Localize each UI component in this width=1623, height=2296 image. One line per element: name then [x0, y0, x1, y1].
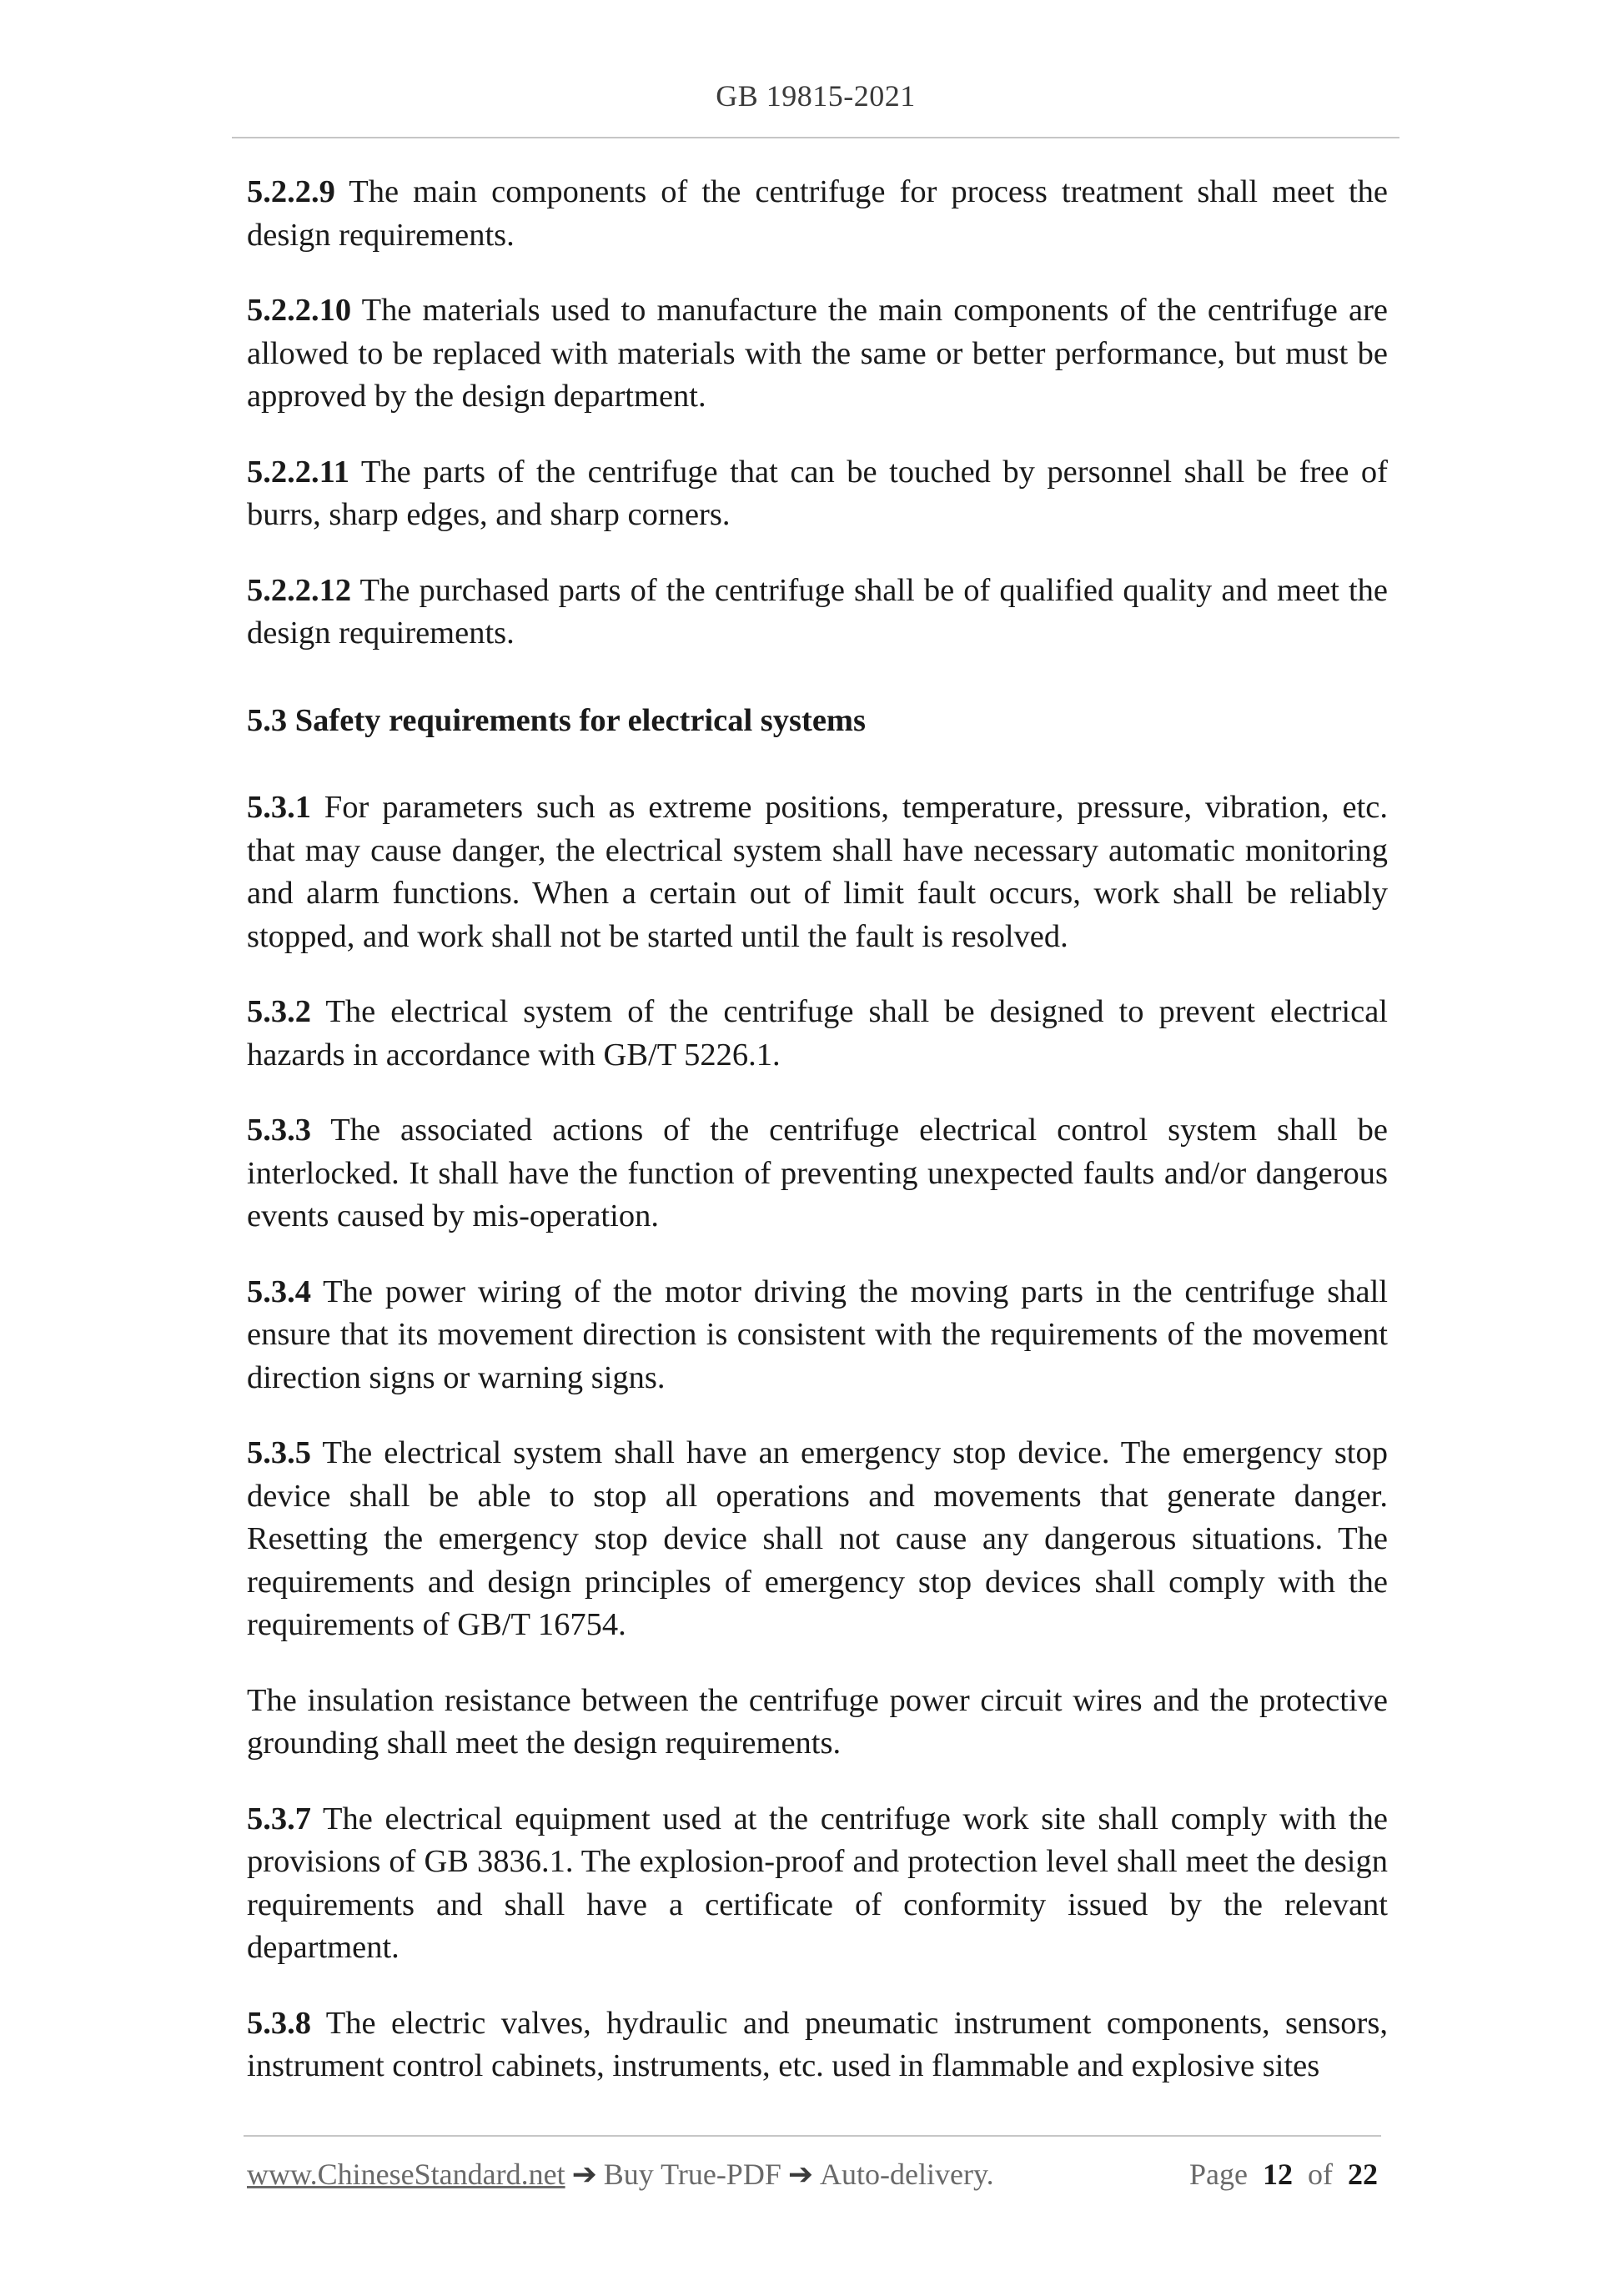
clause-text: The main components of the centrifuge for process treatment shall meet the design requirements. [247, 174, 1388, 253]
clause-text: The electric valves, hydraulic and pneumatic instrument components, sensors, instrument control cabinets, instruments, etc. used in flammable and explosive sites [247, 2005, 1388, 2083]
footer-promo [247, 2157, 994, 2192]
clause-number: 5.3.2 [247, 994, 311, 1029]
clause-5-3-8 [247, 2002, 1388, 2088]
total-pages: 22 [1348, 2158, 1378, 2191]
clause-5-3-1 [247, 786, 1388, 958]
clause-5-2-2-12 [247, 570, 1388, 656]
clause-5-3-5 [247, 1432, 1388, 1647]
of-label: of [1308, 2158, 1333, 2191]
clause-text: The purchased parts of the centrifuge shall be of qualified quality and meet the design requirements. [247, 572, 1388, 651]
section-heading: 5.3 Safety requirements for electrical systems [247, 702, 866, 738]
clause-number: 5.3.3 [247, 1113, 311, 1148]
clause-number: 5.2.2.11 [247, 454, 350, 490]
clause-5-2-2-10 [247, 289, 1388, 419]
clause-number: 5.2.2.10 [247, 293, 352, 328]
clause-text: For parameters such as extreme positions, temperature, pressure, vibration, etc. that may cause danger, the electrical system shall have necessary automatic monitoring and alarm functions. When a certain out of limit fault occurs, work shall be reliably stopped, and work shall not be started until the fault is resolved. [247, 790, 1389, 954]
header-divider [232, 137, 1399, 138]
clause-text: The materials used to manufacture the main components of the centrifuge are allowed to be replaced with materials with the same or better performance, but must be approved by the design department. [247, 293, 1388, 414]
clause-5-2-2-11 [247, 451, 1388, 537]
clause-5-2-2-9 [247, 171, 1388, 257]
current-page: 12 [1263, 2158, 1293, 2191]
clause-number: 5.3.4 [247, 1274, 311, 1309]
clause-number: 5.3.1 [247, 790, 311, 825]
clause-number: 5.2.2.9 [247, 174, 335, 209]
footer-divider [244, 2135, 1381, 2137]
right-arrow-icon: ➔ [571, 2158, 597, 2191]
buy-true-pdf-text: Buy True-PDF [603, 2158, 781, 2191]
clause-insulation [247, 1680, 1388, 1766]
auto-delivery-text: Auto-delivery. [820, 2158, 994, 2191]
clause-5-3-4 [247, 1271, 1388, 1400]
clause-number: 5.3.7 [247, 1801, 311, 1836]
document-header-title: GB 19815-2021 [716, 79, 916, 113]
clause-text: The insulation resistance between the centrifuge power circuit wires and the protective grounding shall meet the design requirements. [247, 1682, 1388, 1761]
clause-text: The associated actions of the centrifuge electrical control system shall be interlocked. It shall have the function of preventing unexpected faults and/or dangerous events caused by mis-operation. [247, 1113, 1388, 1233]
page-number [1189, 2157, 1378, 2192]
clause-text: The electrical equipment used at the centrifuge work site shall comply with the provisions of GB 3836.1. The explosion-proof and protection level shall meet the design requirements and shall have a certificate of conformity issued by the relevant department. [247, 1801, 1388, 1965]
right-arrow-icon: ➔ [787, 2158, 814, 2191]
clause-text: The electrical system shall have an emergency stop device. The emergency stop device shall be able to stop all operations and movements that generate danger. Resetting the emergency stop device shall not cause any dangerous situations. The requirements and design principles of emergency stop devices shall comply with the requirements of GB/T 16754. [247, 1435, 1389, 1642]
clause-5-3-7 [247, 1798, 1388, 1970]
clause-number: 5.3.8 [247, 2005, 311, 2041]
page-label: Page [1189, 2158, 1248, 2191]
clause-text: The electrical system of the centrifuge shall be designed to prevent electrical hazards in accordance with GB/T 5226.1. [247, 994, 1388, 1073]
document-body [247, 171, 1388, 2121]
clause-text: The power wiring of the motor driving the moving parts in the centrifuge shall ensure that its movement direction is consistent with the requirements of the movement direction signs or warning signs. [247, 1274, 1388, 1395]
clause-number: 5.3.5 [247, 1435, 311, 1470]
clause-5-3-3 [247, 1109, 1388, 1238]
clause-number: 5.2.2.12 [247, 572, 352, 608]
website-link[interactable]: www.ChineseStandard.net [247, 2158, 565, 2191]
clause-5-3-2 [247, 991, 1388, 1077]
clause-text: The parts of the centrifuge that can be touched by personnel shall be free of burrs, sharp edges, and sharp corners. [247, 454, 1388, 532]
